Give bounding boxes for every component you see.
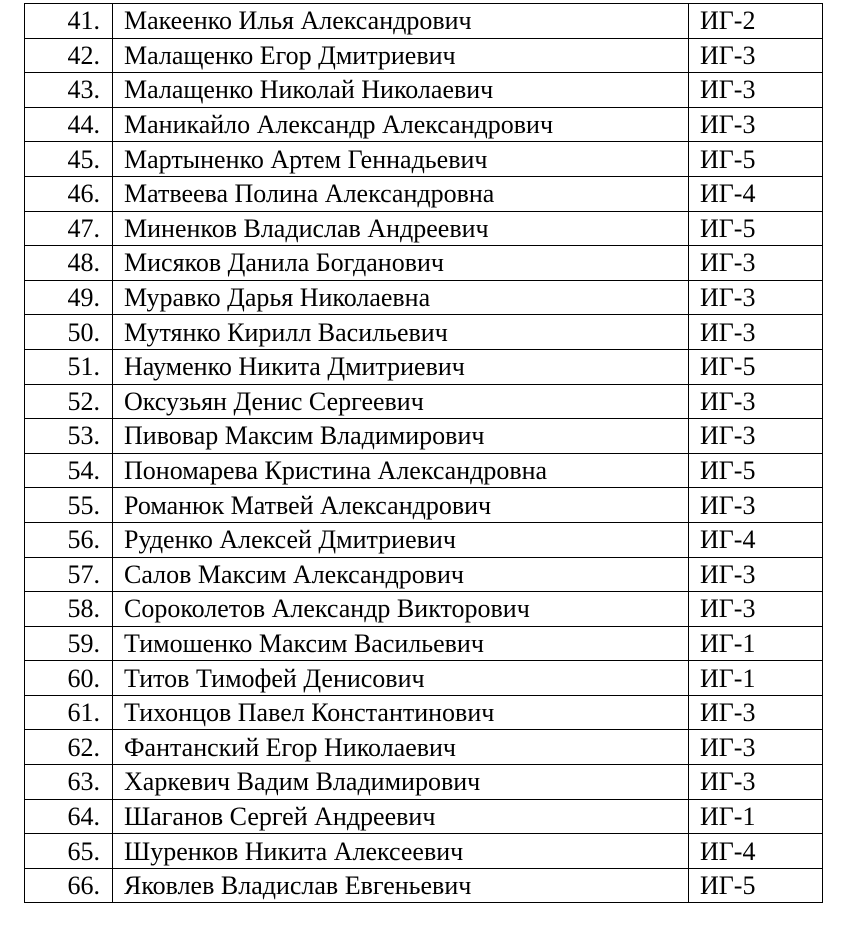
student-name: Харкевич Вадим Владимирович: [113, 765, 689, 800]
table-row: [25, 384, 823, 419]
group-code: ИГ-3: [689, 765, 823, 800]
group-code: ИГ-5: [689, 211, 823, 246]
group-code: ИГ-5: [689, 453, 823, 488]
row-number: 64.: [25, 799, 113, 834]
student-name: Мутянко Кирилл Васильевич: [113, 315, 689, 350]
table-row: [25, 4, 823, 39]
group-code: ИГ-1: [689, 799, 823, 834]
group-code: ИГ-3: [689, 315, 823, 350]
student-name: Салов Максим Александрович: [113, 557, 689, 592]
table-row: [25, 488, 823, 523]
row-number: 48.: [25, 246, 113, 281]
table-row: [25, 765, 823, 800]
student-name: Фантанский Егор Николаевич: [113, 730, 689, 765]
table-row: [25, 661, 823, 696]
table-row: [25, 522, 823, 557]
student-name: Макеенко Илья Александрович: [113, 4, 689, 39]
row-number: 62.: [25, 730, 113, 765]
student-name: Малащенко Егор Дмитриевич: [113, 38, 689, 73]
group-code: ИГ-1: [689, 626, 823, 661]
table-row: [25, 730, 823, 765]
group-code: ИГ-4: [689, 176, 823, 211]
group-code: ИГ-3: [689, 488, 823, 523]
student-name: Пивовар Максим Владимирович: [113, 419, 689, 454]
row-number: 42.: [25, 38, 113, 73]
row-number: 58.: [25, 592, 113, 627]
group-code: ИГ-5: [689, 868, 823, 903]
table-row: [25, 38, 823, 73]
group-code: ИГ-3: [689, 384, 823, 419]
table-row: [25, 834, 823, 869]
student-list-table: [24, 3, 823, 903]
table-row: [25, 73, 823, 108]
row-number: 52.: [25, 384, 113, 419]
table-body: [25, 4, 823, 903]
group-code: ИГ-2: [689, 4, 823, 39]
row-number: 53.: [25, 419, 113, 454]
student-name: Шуренков Никита Алексеевич: [113, 834, 689, 869]
student-name: Титов Тимофей Денисович: [113, 661, 689, 696]
table-row: [25, 280, 823, 315]
student-name: Матвеева Полина Александровна: [113, 176, 689, 211]
group-code: ИГ-3: [689, 107, 823, 142]
group-code: ИГ-4: [689, 834, 823, 869]
table-row: [25, 246, 823, 281]
row-number: 51.: [25, 349, 113, 384]
student-name: Тимошенко Максим Васильевич: [113, 626, 689, 661]
row-number: 61.: [25, 695, 113, 730]
group-code: ИГ-5: [689, 142, 823, 177]
student-name: Яковлев Владислав Евгеньевич: [113, 868, 689, 903]
row-number: 60.: [25, 661, 113, 696]
table-row: [25, 142, 823, 177]
row-number: 59.: [25, 626, 113, 661]
group-code: ИГ-3: [689, 730, 823, 765]
student-name: Малащенко Николай Николаевич: [113, 73, 689, 108]
student-name: Тихонцов Павел Константинович: [113, 695, 689, 730]
group-code: ИГ-3: [689, 246, 823, 281]
row-number: 44.: [25, 107, 113, 142]
row-number: 41.: [25, 4, 113, 39]
group-code: ИГ-1: [689, 661, 823, 696]
table-row: [25, 626, 823, 661]
group-code: ИГ-3: [689, 419, 823, 454]
table-row: [25, 349, 823, 384]
table-row: [25, 211, 823, 246]
row-number: 55.: [25, 488, 113, 523]
row-number: 54.: [25, 453, 113, 488]
table-row: [25, 315, 823, 350]
row-number: 49.: [25, 280, 113, 315]
student-name: Науменко Никита Дмитриевич: [113, 349, 689, 384]
student-name: Муравко Дарья Николаевна: [113, 280, 689, 315]
row-number: 46.: [25, 176, 113, 211]
row-number: 65.: [25, 834, 113, 869]
student-name: Шаганов Сергей Андреевич: [113, 799, 689, 834]
row-number: 56.: [25, 522, 113, 557]
table-row: [25, 453, 823, 488]
table-row: [25, 176, 823, 211]
row-number: 47.: [25, 211, 113, 246]
student-name: Сороколетов Александр Викторович: [113, 592, 689, 627]
table-row: [25, 592, 823, 627]
student-name: Романюк Матвей Александрович: [113, 488, 689, 523]
row-number: 63.: [25, 765, 113, 800]
table-row: [25, 557, 823, 592]
student-name: Мартыненко Артем Геннадьевич: [113, 142, 689, 177]
table-row: [25, 868, 823, 903]
group-code: ИГ-4: [689, 522, 823, 557]
table-row: [25, 695, 823, 730]
row-number: 45.: [25, 142, 113, 177]
row-number: 43.: [25, 73, 113, 108]
group-code: ИГ-3: [689, 38, 823, 73]
group-code: ИГ-3: [689, 280, 823, 315]
row-number: 50.: [25, 315, 113, 350]
student-name: Пономарева Кристина Александровна: [113, 453, 689, 488]
student-name: Маникайло Александр Александрович: [113, 107, 689, 142]
group-code: ИГ-3: [689, 695, 823, 730]
row-number: 57.: [25, 557, 113, 592]
group-code: ИГ-3: [689, 592, 823, 627]
student-name: Мисяков Данила Богданович: [113, 246, 689, 281]
group-code: ИГ-5: [689, 349, 823, 384]
student-name: Оксузьян Денис Сергеевич: [113, 384, 689, 419]
student-name: Миненков Владислав Андреевич: [113, 211, 689, 246]
table-row: [25, 799, 823, 834]
row-number: 66.: [25, 868, 113, 903]
table-row: [25, 419, 823, 454]
group-code: ИГ-3: [689, 557, 823, 592]
group-code: ИГ-3: [689, 73, 823, 108]
student-name: Руденко Алексей Дмитриевич: [113, 522, 689, 557]
table-row: [25, 107, 823, 142]
